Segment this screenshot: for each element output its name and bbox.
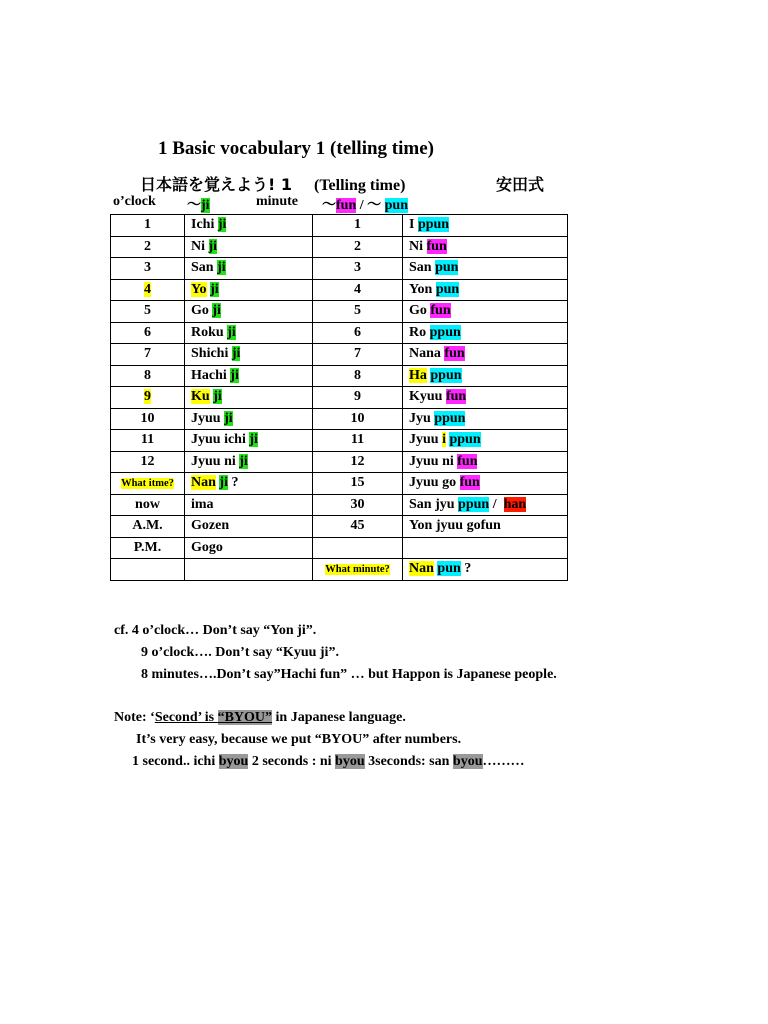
- minute-reading-cell: [403, 322, 568, 344]
- minute-number-cell-text: 8: [354, 367, 361, 383]
- table-row: [111, 301, 568, 323]
- header-tilde: ～: [322, 198, 336, 213]
- note-prefix: Note: ‘: [114, 710, 155, 725]
- minute-reading-cell-segment: pun: [435, 281, 460, 297]
- hour-number-cell-text: 7: [144, 346, 151, 362]
- hour-reading-cell-segment: Nan: [191, 475, 216, 491]
- note-text: 2 seconds : ni: [248, 754, 336, 769]
- hour-number-cell: [111, 537, 185, 559]
- minute-number-cell-text: What minute?: [325, 564, 390, 576]
- hour-reading-cell-segment: ji: [227, 324, 236, 340]
- minute-number-cell-text: 7: [354, 346, 361, 362]
- minute-number-cell-text: 9: [354, 389, 361, 405]
- table-row: [111, 537, 568, 559]
- hour-number-cell-text: 11: [140, 432, 155, 448]
- minute-reading-cell-segment: ?: [460, 561, 472, 577]
- minute-reading-cell: [403, 408, 568, 430]
- minute-reading-cell-segment: fun: [445, 389, 467, 405]
- note-second: Second: [154, 710, 198, 725]
- byou-highlight: byou: [452, 754, 483, 769]
- minute-number-cell: [313, 258, 403, 280]
- hour-reading-cell-segment: Go: [191, 303, 213, 319]
- table-row: [111, 322, 568, 344]
- hour-reading-cell-segment: Jyuu ni: [191, 453, 240, 469]
- hour-number-cell-text: 10: [140, 410, 155, 426]
- minute-number-cell: [313, 365, 403, 387]
- table-body: [111, 215, 568, 581]
- note-text: ………: [482, 754, 525, 769]
- minute-number-cell: [313, 516, 403, 538]
- table-row: [111, 451, 568, 473]
- minute-reading-cell-segment: han: [503, 496, 527, 512]
- hour-number-cell: [111, 365, 185, 387]
- hour-number-cell: [111, 473, 185, 495]
- minute-reading-cell: [403, 430, 568, 452]
- minute-reading-cell: [403, 387, 568, 409]
- minute-number-cell: [313, 215, 403, 237]
- hour-number-cell: [111, 215, 185, 237]
- minute-reading-cell-segment: fun: [430, 303, 451, 319]
- hour-reading-cell-segment: Yo: [191, 281, 207, 297]
- minute-reading-cell-segment: ppun: [458, 496, 490, 512]
- hour-reading-cell: [185, 301, 313, 323]
- table-row: [111, 516, 568, 538]
- table-row: [111, 279, 568, 301]
- minute-number-cell: [313, 279, 403, 301]
- header-tilde: ～: [187, 198, 201, 213]
- hour-reading-cell: [185, 322, 313, 344]
- minute-number-cell: [313, 387, 403, 409]
- minute-reading-cell-segment: fun: [459, 475, 480, 491]
- minute-number-cell-text: 45: [350, 518, 365, 534]
- hour-number-cell-text: 3: [144, 260, 151, 276]
- hour-reading-cell: [185, 516, 313, 538]
- minute-number-cell-text: 11: [350, 432, 365, 448]
- hour-reading-cell-segment: Ni: [191, 238, 209, 254]
- minute-number-cell-text: 2: [354, 238, 361, 254]
- hour-number-cell: [111, 301, 185, 323]
- hour-number-cell-text: A.M.: [132, 518, 163, 534]
- minute-number-cell: [313, 408, 403, 430]
- minute-number-cell-text: 10: [350, 410, 365, 426]
- hour-reading-cell-segment: ji: [212, 303, 221, 319]
- hour-reading-cell-segment: ima: [191, 496, 214, 512]
- minute-reading-cell-segment: ppun: [429, 324, 461, 340]
- hour-number-cell: [111, 451, 185, 473]
- minute-reading-cell: [403, 494, 568, 516]
- minute-reading-cell-segment: Ni: [409, 238, 427, 254]
- note-text: 1 second.. ichi: [132, 754, 219, 769]
- minute-reading-cell: [403, 516, 568, 538]
- hour-reading-cell: [185, 559, 313, 581]
- minute-reading-cell-segment: Jyuu go: [409, 475, 460, 491]
- minute-reading-cell: [403, 537, 568, 559]
- hour-reading-cell-segment: ji: [208, 238, 218, 254]
- header-minute: [256, 194, 298, 210]
- hour-reading-cell-segment: Jyuu: [191, 410, 225, 426]
- minute-reading-cell-segment: Yon: [409, 281, 436, 297]
- hour-reading-cell-segment: ji: [231, 346, 241, 362]
- minute-number-cell-text: 6: [354, 324, 361, 340]
- minute-reading-cell-segment: San: [409, 260, 436, 276]
- minute-reading-cell-segment: Jyu: [409, 410, 435, 426]
- hour-reading-cell: [185, 258, 313, 280]
- subtitle-line: [140, 172, 545, 195]
- hour-number-cell-text: What itme?: [121, 478, 174, 490]
- minute-reading-cell-segment: Ro: [409, 324, 430, 340]
- cf-line-1: cf. 4 o’clock… Don’t say “Yon ji”.: [114, 623, 317, 638]
- time-vocabulary-table: [110, 214, 568, 581]
- header-oclock-label: o’clock: [113, 194, 156, 209]
- hour-number-cell-text: 2: [144, 238, 151, 254]
- minute-number-cell-text: 1: [354, 217, 361, 233]
- minute-reading-cell-segment: Go: [409, 303, 431, 319]
- note-line-3: [132, 754, 525, 770]
- hour-reading-cell-segment: ?: [227, 475, 239, 491]
- minute-reading-cell-segment: fun: [457, 453, 478, 469]
- minute-reading-cell-segment: ppun: [417, 217, 450, 233]
- hour-number-cell-text: now: [135, 496, 160, 512]
- hour-reading-cell-segment: ji: [210, 281, 219, 297]
- page-title: 1 Basic vocabulary 1 (telling time): [158, 138, 434, 159]
- hour-reading-cell-segment: ji: [230, 367, 239, 383]
- minute-reading-cell-segment: Jyuu ni: [409, 453, 458, 469]
- minute-number-cell: [313, 236, 403, 258]
- hour-reading-cell-segment: San: [191, 260, 218, 276]
- minute-reading-cell: [403, 258, 568, 280]
- hour-number-cell-text: 8: [144, 367, 151, 383]
- minute-number-cell-text: 12: [350, 453, 365, 469]
- minute-reading-cell-segment: ppun: [449, 432, 481, 448]
- note-is: ’ is: [197, 710, 218, 725]
- hour-reading-cell-segment: Gozen: [191, 518, 230, 534]
- hour-reading-cell-segment: Shichi: [191, 346, 232, 362]
- minute-reading-cell: [403, 215, 568, 237]
- minute-reading-cell: [403, 365, 568, 387]
- note-suffix: in Japanese language.: [272, 710, 406, 725]
- minute-reading-cell-segment: I: [409, 217, 418, 233]
- table-row: [111, 430, 568, 452]
- hour-reading-cell-segment: Roku: [191, 324, 228, 340]
- minute-reading-cell-segment: pun: [435, 260, 459, 276]
- hour-number-cell: [111, 279, 185, 301]
- hour-number-cell-text: 6: [144, 324, 151, 340]
- byou-highlight: byou: [218, 754, 249, 769]
- table-row: [111, 473, 568, 495]
- hour-reading-cell-segment: ji: [219, 475, 228, 491]
- hour-reading-cell: [185, 236, 313, 258]
- minute-reading-cell-segment: /: [489, 496, 504, 512]
- header-separator: / ～: [356, 198, 385, 213]
- minute-number-cell-text: 5: [354, 303, 361, 319]
- minute-number-cell: [313, 537, 403, 559]
- hour-number-cell: [111, 494, 185, 516]
- hour-number-cell-text: 4: [144, 281, 151, 297]
- minute-reading-cell-segment: ppun: [430, 367, 462, 383]
- byou-highlight: byou: [335, 754, 365, 769]
- table-row: [111, 387, 568, 409]
- minute-reading-cell-segment: Ha: [409, 367, 427, 383]
- hour-reading-cell-segment: ji: [217, 217, 227, 233]
- minute-reading-cell-segment: Nana: [409, 346, 445, 362]
- hour-number-cell-text: 9: [144, 389, 151, 405]
- minute-number-cell: [313, 559, 403, 581]
- minute-number-cell: [313, 473, 403, 495]
- minute-reading-cell: [403, 559, 568, 581]
- minute-number-cell: [313, 301, 403, 323]
- table-row: [111, 365, 568, 387]
- table-row: [111, 494, 568, 516]
- hour-reading-cell-segment: ji: [224, 410, 233, 426]
- minute-reading-cell-segment: San jyu: [409, 496, 459, 512]
- hour-number-cell-text: 1: [144, 217, 151, 233]
- note-byou-highlight: “BYOU”: [217, 710, 273, 725]
- minute-number-cell: [313, 344, 403, 366]
- table-row: [111, 559, 568, 581]
- minute-reading-cell-segment: ppun: [434, 410, 466, 426]
- hour-reading-cell: [185, 537, 313, 559]
- table-row: [111, 236, 568, 258]
- hour-number-cell: [111, 387, 185, 409]
- hour-number-cell: [111, 322, 185, 344]
- hour-number-cell: [111, 258, 185, 280]
- table-row: [111, 258, 568, 280]
- minute-reading-cell-segment: pun: [437, 561, 461, 577]
- hour-reading-cell-segment: Ku: [191, 389, 210, 405]
- hour-reading-cell-segment: ji: [217, 260, 226, 276]
- hour-reading-cell: [185, 473, 313, 495]
- minute-reading-cell-segment: i: [442, 432, 446, 448]
- table-row: [111, 215, 568, 237]
- hour-number-cell: [111, 344, 185, 366]
- cf-line-2: 9 o’clock…. Don’t say “Kyuu ji”.: [141, 645, 339, 660]
- note-line-2: It’s very easy, because we put “BYOU” after numbers.: [136, 732, 462, 747]
- hour-reading-cell-segment: ji: [239, 453, 248, 469]
- hour-reading-cell-segment: Jyuu ichi: [191, 432, 250, 448]
- table-row: [111, 344, 568, 366]
- minute-reading-cell: [403, 301, 568, 323]
- minute-reading-cell-segment: fun: [426, 238, 447, 254]
- hour-reading-cell-segment: ji: [249, 432, 258, 448]
- hour-number-cell-text: P.M.: [133, 539, 162, 555]
- hour-reading-cell-segment: Hachi: [191, 367, 231, 383]
- hour-reading-cell: [185, 365, 313, 387]
- minute-reading-cell: [403, 279, 568, 301]
- hour-reading-cell: [185, 408, 313, 430]
- minute-reading-cell-segment: Kyuu: [409, 389, 446, 405]
- hour-reading-cell: [185, 215, 313, 237]
- table-row: [111, 408, 568, 430]
- minute-reading-cell-segment: Nan: [409, 561, 434, 577]
- hour-number-cell-text: 12: [140, 453, 155, 469]
- cf-line-3: 8 minutes….Don’t say”Hachi fun” … but Happon is Japanese people.: [141, 667, 557, 682]
- header-fun-pun: [322, 194, 408, 214]
- subtitle-english: (Telling time): [314, 177, 406, 194]
- hour-reading-cell: [185, 451, 313, 473]
- minute-reading-cell: [403, 344, 568, 366]
- header-minute-label: minute: [256, 194, 298, 209]
- minute-number-cell: [313, 451, 403, 473]
- hour-reading-cell-segment: ji: [213, 389, 222, 405]
- minute-number-cell-text: 15: [350, 475, 365, 491]
- minute-number-cell-text: 3: [354, 260, 361, 276]
- hour-reading-cell: [185, 430, 313, 452]
- minute-reading-cell-segment: fun: [444, 346, 465, 362]
- hour-reading-cell: [185, 494, 313, 516]
- hour-number-cell: [111, 408, 185, 430]
- hour-reading-cell-segment: Gogo: [191, 539, 223, 555]
- minute-number-cell: [313, 494, 403, 516]
- note-text: 3seconds: san: [364, 754, 453, 769]
- hour-number-cell: [111, 430, 185, 452]
- hour-reading-cell-segment: Ichi: [191, 217, 218, 233]
- minute-reading-cell: [403, 451, 568, 473]
- note-line-1: [114, 710, 406, 726]
- minute-number-cell-text: 30: [350, 496, 365, 512]
- header-ji-label: ji: [201, 198, 210, 213]
- minute-number-cell: [313, 430, 403, 452]
- header-oclock: [113, 194, 156, 210]
- minute-reading-cell-segment: Jyuu: [409, 432, 443, 448]
- header-fun-label: fun: [336, 198, 357, 213]
- hour-number-cell: [111, 236, 185, 258]
- author-name: 安田式: [496, 175, 545, 194]
- hour-reading-cell: [185, 279, 313, 301]
- minute-reading-cell: [403, 473, 568, 495]
- minute-number-cell: [313, 322, 403, 344]
- subtitle-japanese: 日本語を覚えよう! 1: [140, 175, 293, 194]
- header-ji: [187, 194, 210, 214]
- minute-reading-cell: [403, 236, 568, 258]
- hour-number-cell: [111, 516, 185, 538]
- minute-reading-cell-segment: Yon jyuu gofun: [409, 518, 501, 534]
- hour-number-cell: [111, 559, 185, 581]
- hour-number-cell-text: 5: [144, 303, 151, 319]
- hour-reading-cell: [185, 387, 313, 409]
- header-pun-label: pun: [384, 198, 408, 213]
- hour-reading-cell: [185, 344, 313, 366]
- minute-number-cell-text: 4: [354, 281, 361, 297]
